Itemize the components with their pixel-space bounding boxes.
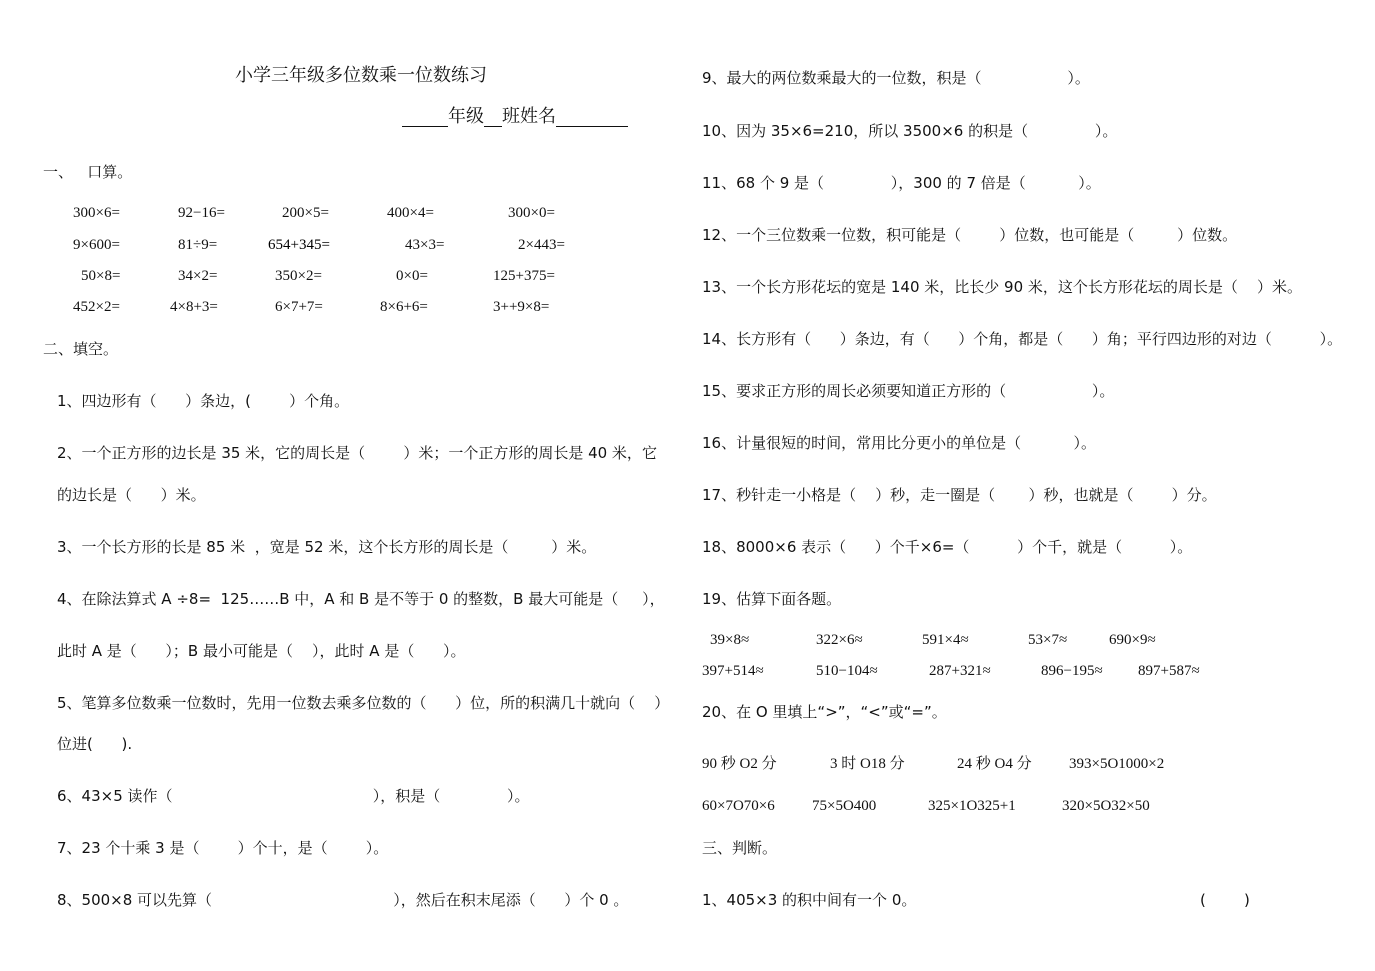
calc-item: 125+375= (493, 268, 555, 284)
estimate-item: 39×8≈ (710, 632, 750, 648)
estimate-item: 322×6≈ (816, 632, 863, 648)
name-blank[interactable] (556, 108, 628, 127)
question-2-cont: 的边长是（ ）米。 (57, 486, 206, 504)
class-blank[interactable] (484, 108, 502, 127)
question-8: 8、500×8 可以先算（ ），然后在积末尾添（ ）个 0 。 (57, 891, 629, 909)
question-4: 4、在除法算式 A ÷8= 125……B 中，A 和 B 是不等于 0 的整数，B 最大可能是（ ）， (57, 590, 665, 608)
compare-item: 60×7O70×6 (702, 798, 775, 814)
calc-item: 9×600= (73, 237, 120, 253)
compare-item: 325×1O325+1 (928, 798, 1016, 814)
estimate-item: 690×9≈ (1109, 632, 1156, 648)
calc-item: 300×6= (73, 205, 120, 221)
judge-answer-blank[interactable]: ( ) (1200, 891, 1250, 909)
calc-item: 300×0= (508, 205, 555, 221)
calc-item: 200×5= (282, 205, 329, 221)
question-17: 17、秒针走一小格是（ ）秒，走一圈是（ ）秒，也就是（ ）分。 (702, 486, 1217, 504)
question-9: 9、最大的两位数乘最大的一位数，积是（ ）。 (702, 69, 1090, 87)
estimate-item: 287+321≈ (929, 663, 991, 679)
question-6: 6、43×5 读作（ ），积是（ ）。 (57, 787, 530, 805)
question-14: 14、长方形有（ ）条边，有（ ）个角，都是（ ）角；平行四边形的对边（ ）。 (702, 330, 1343, 348)
calc-item: 2×443= (518, 237, 565, 253)
calc-item: 43×3= (405, 237, 445, 253)
estimate-item: 397+514≈ (702, 663, 764, 679)
estimate-item: 510−104≈ (816, 663, 878, 679)
estimate-item: 897+587≈ (1138, 663, 1200, 679)
calc-item: 81÷9= (178, 237, 218, 253)
compare-item: 24 秒 O4 分 (957, 756, 1032, 772)
grade-blank[interactable] (402, 108, 448, 127)
estimate-item: 53×7≈ (1028, 632, 1068, 648)
calc-item: 50×8= (81, 268, 121, 284)
question-13: 13、一个长方形花坛的宽是 140 米，比长少 90 米，这个长方形花坛的周长是（ ）米。 (702, 278, 1302, 296)
compare-item: 320×5O32×50 (1062, 798, 1150, 814)
question-5-cont: 位进( ). (57, 735, 133, 753)
question-18: 18、8000×6 表示（ ）个千×6=（ ）个千，就是（ ）。 (702, 538, 1193, 556)
grade-label: 年级 (448, 106, 484, 127)
calc-item: 34×2= (178, 268, 218, 284)
question-7: 7、23 个十乘 3 是（ ）个十，是（ ）。 (57, 839, 389, 857)
calc-item: 92−16= (178, 205, 225, 221)
calc-item: 8×6+6= (380, 299, 428, 315)
class-name-label: 班姓名 (502, 106, 556, 127)
calc-item: 350×2= (275, 268, 322, 284)
compare-item: 393×5O1000×2 (1069, 756, 1165, 772)
calc-item: 4×8+3= (170, 299, 218, 315)
judge-item-1: 1、405×3 的积中间有一个 0。 (702, 891, 917, 909)
calc-item: 6×7+7= (275, 299, 323, 315)
question-5: 5、笔算多位数乘一位数时，先用一位数去乘多位数的（ ）位，所的积满几十就向（ ） (57, 694, 670, 712)
calc-item: 400×4= (387, 205, 434, 221)
question-10: 10、因为 35×6=210，所以 3500×6 的积是（ ）。 (702, 122, 1118, 140)
name-line (402, 107, 628, 127)
question-2: 2、一个正方形的边长是 35 米，它的周长是（ ）米；一个正方形的周长是 40 米，它 (57, 444, 657, 462)
section3-heading: 三、判断。 (702, 839, 778, 857)
compare-item: 3 时 O18 分 (830, 756, 905, 772)
estimate-item: 896−195≈ (1041, 663, 1103, 679)
question-4-cont: 此时 A 是（ ）；B 最小可能是（ ），此时 A 是（ ）。 (57, 642, 466, 660)
question-19: 19、估算下面各题。 (702, 590, 842, 608)
calc-item: 452×2= (73, 299, 120, 315)
question-11: 11、68 个 9 是（ ），300 的 7 倍是（ ）。 (702, 174, 1101, 192)
calc-item: 0×0= (396, 268, 428, 284)
question-12: 12、一个三位数乘一位数，积可能是（ ）位数，也可能是（ ）位数。 (702, 226, 1238, 244)
section1-heading: 一、 口算。 (43, 163, 133, 181)
compare-item: 75×5O400 (812, 798, 877, 814)
estimate-item: 591×4≈ (922, 632, 969, 648)
question-3: 3、一个长方形的长是 85 米 ，宽是 52 米，这个长方形的周长是（ ）米。 (57, 538, 597, 556)
question-1: 1、四边形有（ ）条边，( ）个角。 (57, 392, 350, 410)
question-20: 20、在 O 里填上“>”，“<”或“=”。 (702, 703, 947, 721)
question-16: 16、计量很短的时间，常用比分更小的单位是（ ）。 (702, 434, 1097, 452)
page-title: 小学三年级多位数乘一位数练习 (235, 65, 487, 86)
calc-item: 3++9×8= (493, 299, 550, 315)
compare-item: 90 秒 O2 分 (702, 756, 777, 772)
question-15: 15、要求正方形的周长必须要知道正方形的（ ）。 (702, 382, 1115, 400)
section2-heading: 二、填空。 (43, 340, 119, 358)
calc-item: 654+345= (268, 237, 330, 253)
